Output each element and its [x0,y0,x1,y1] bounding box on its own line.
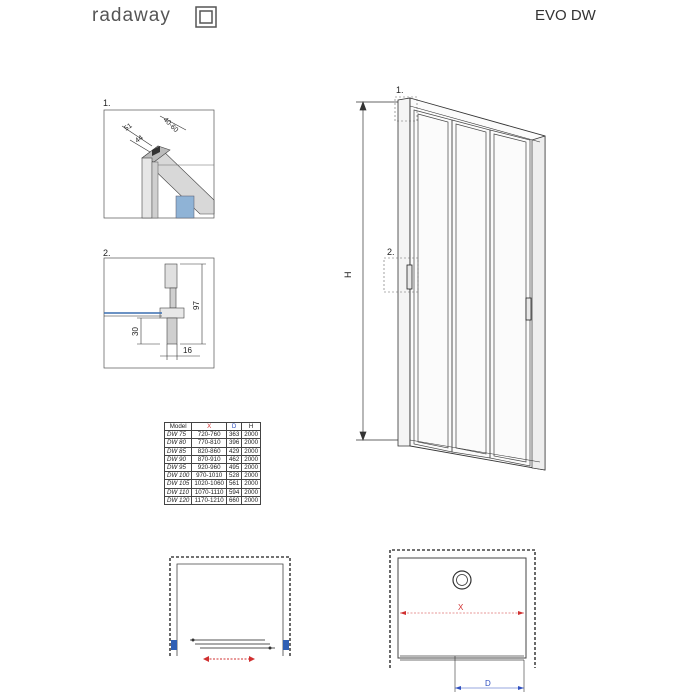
detail-2-label: 2. [103,248,111,258]
height-dimension [356,102,400,440]
table-row [165,496,261,504]
cell-d: 561 [226,480,241,488]
cell-h: 2000 [242,472,261,480]
table-row [165,488,261,496]
detail-1-dim-51: 51 [123,122,134,133]
drain-outer [453,571,471,589]
plan-left-wall-profile-left [171,640,177,650]
cell-h: 2000 [242,431,261,439]
brand-name: radaway [92,5,171,26]
plan-view-right [390,550,535,692]
cell-model: DW 80 [165,439,192,447]
cell-x: 870-910 [192,455,227,463]
door-frame [398,98,545,470]
model-title: EVO DW [535,7,596,24]
cell-model: DW 85 [165,447,192,455]
cell-h: 2000 [242,488,261,496]
cell-h: 2000 [242,480,261,488]
cell-x: 1070-1110 [192,488,227,496]
cell-h: 2000 [242,496,261,504]
detail-1-label: 1. [103,98,111,108]
detail-2 [103,248,214,368]
cell-h: 2000 [242,439,261,447]
table-header-model: Model [165,423,192,431]
detail-1 [103,98,214,218]
dimension-table [164,422,261,505]
opening-arrow [203,656,255,662]
cell-model: DW 105 [165,480,192,488]
drain-inner [457,575,468,586]
table-row [165,447,261,455]
cell-model: DW 100 [165,472,192,480]
callout-1-label: 1. [396,85,404,95]
x-dimension-label: X [458,603,464,612]
cell-x: 770-810 [192,439,227,447]
cell-x: 820-860 [192,447,227,455]
detail-1-dim-40-60: 40-60 [161,116,180,135]
door-handle-left [407,265,412,289]
d-dimension-label: D [485,679,491,688]
cell-model: DW 75 [165,431,192,439]
cell-model: DW 120 [165,496,192,504]
cell-h: 2000 [242,463,261,471]
detail-1-glass [176,196,194,218]
table-row [165,431,261,439]
detail-2-dim-16: 16 [183,346,192,355]
cell-d: 594 [226,488,241,496]
cell-x: 1170-1210 [192,496,227,504]
table-row [165,463,261,471]
detail-1-dim-44: 44 [134,134,145,145]
cell-d: 660 [226,496,241,504]
height-label: H [343,271,353,278]
cell-model: DW 95 [165,463,192,471]
cell-d: 528 [226,472,241,480]
table-header-d: D [226,423,241,431]
cell-model: DW 110 [165,488,192,496]
cell-model: DW 90 [165,455,192,463]
table-row [165,480,261,488]
table-row [165,439,261,447]
detail-2-dim-97: 97 [192,301,201,310]
plan-left-wall-profile-right [283,640,289,650]
cell-x: 920-960 [192,463,227,471]
main-door-drawing [343,85,545,470]
table-header-x: X [192,423,227,431]
cell-h: 2000 [242,447,261,455]
table-row [165,472,261,480]
detail-2-dim-30: 30 [131,327,140,336]
door-handle-right [526,298,531,320]
callout-2-label: 2. [387,247,395,257]
cell-d: 363 [226,431,241,439]
cell-h: 2000 [242,455,261,463]
cell-x: 720-760 [192,431,227,439]
cell-d: 495 [226,463,241,471]
cell-x: 1020-1060 [192,480,227,488]
plan-left-door-panels [190,640,275,648]
cell-d: 429 [226,447,241,455]
table-row [165,455,261,463]
plan-view-left [170,557,290,662]
cell-x: 970-1010 [192,472,227,480]
table-header-row [165,423,261,431]
table-header-h: H [242,423,261,431]
cell-d: 462 [226,455,241,463]
cell-d: 396 [226,439,241,447]
